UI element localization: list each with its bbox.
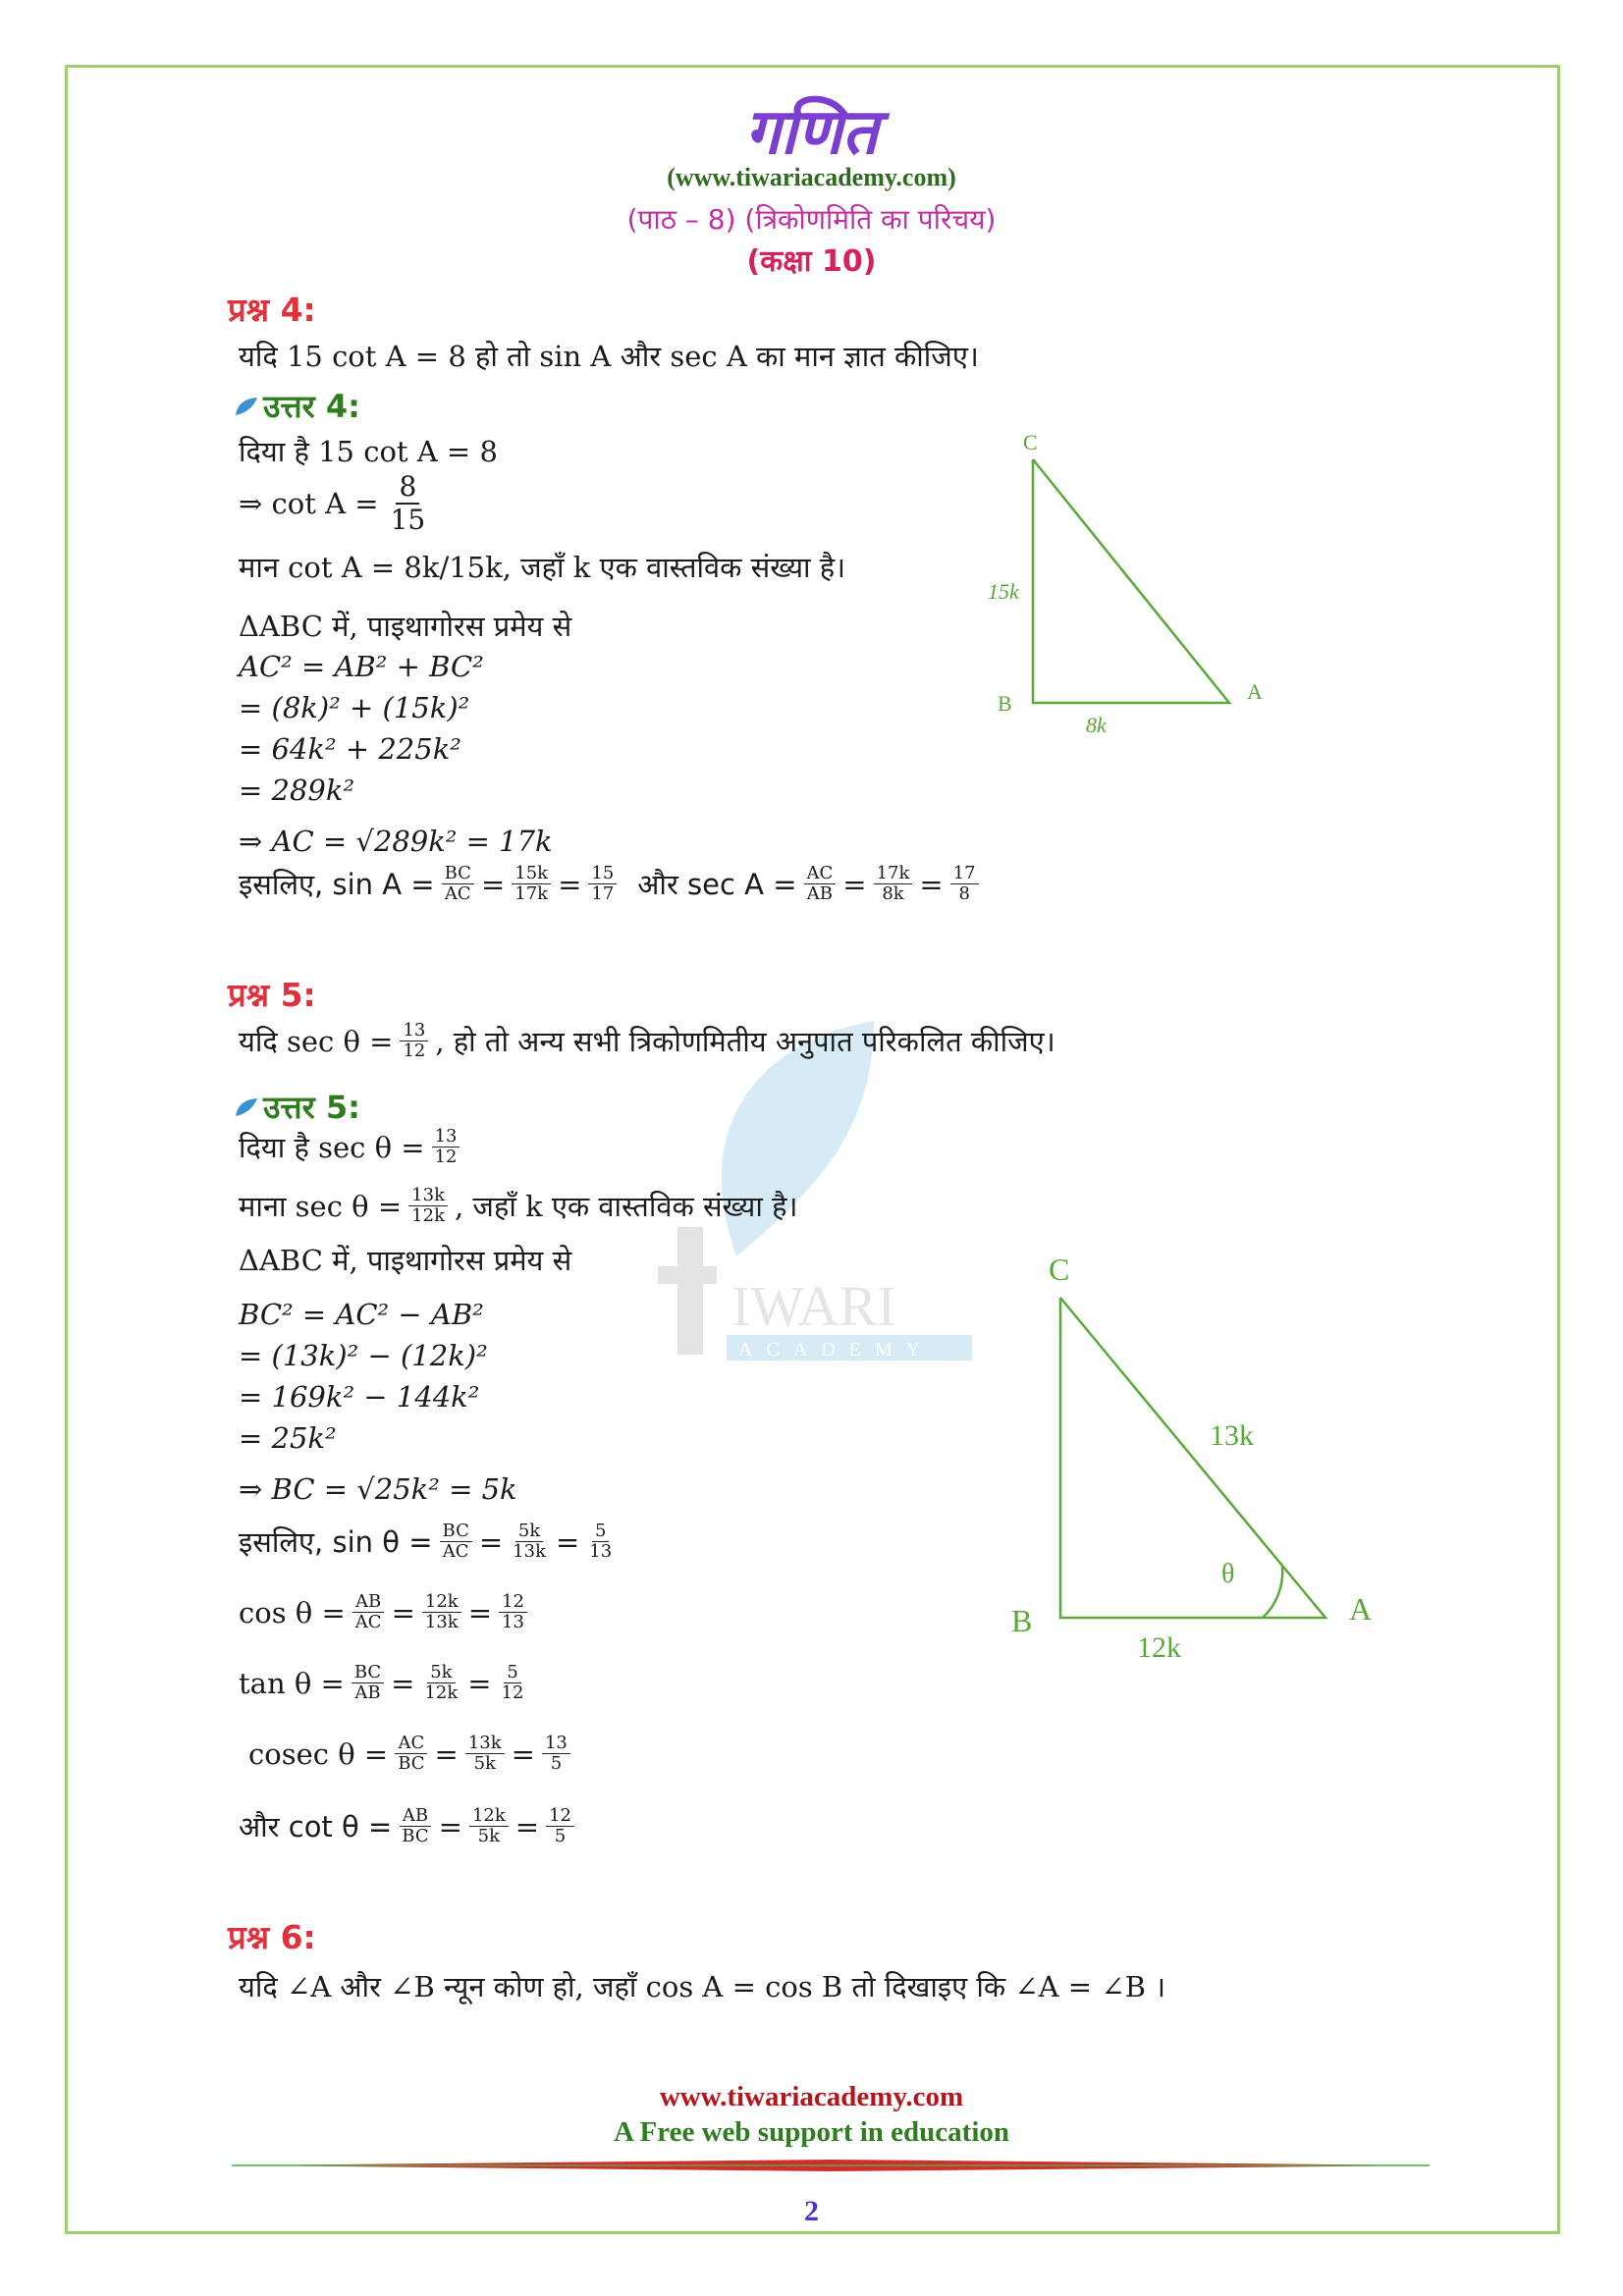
question-5-text: यदि sec θ = $\frac{13}{12}$ , हो तो अन्य सभी त्रिकोणमितीय अनुपात परिकलित कीजिए। — [239, 1020, 1055, 1061]
fraction: $\frac{8}{15}$ — [390, 470, 426, 536]
question-4-label: प्रश्न 4: — [228, 291, 316, 329]
q5-line-sin: इसलिए, sin θ = $\frac{BC}{AC}$ = 5k 13k = 5 13 — [239, 1521, 613, 1562]
answer-4-label — [232, 385, 360, 427]
answer-4-label-text: उत्तर 4: — [263, 388, 360, 425]
answer-5-label — [232, 1086, 360, 1128]
q4-line-cot: ⇒ cot A = $\frac{8}{15}$ — [239, 471, 431, 536]
side-ab-label: 12k — [1137, 1631, 1181, 1664]
watermark-sub: ACADEMY — [738, 1339, 935, 1361]
q5-line-pyth: ΔABC में, पाइथागोरस प्रमेय से — [239, 1244, 572, 1277]
triangle-q4-diagram — [982, 422, 1296, 746]
triangle-q5-shape — [1060, 1298, 1325, 1618]
q5-line-eq4: = 25k² — [239, 1421, 337, 1455]
side-ac-label: 13k — [1210, 1419, 1254, 1452]
chapter-title: (पाठ – 8) (त्रिकोणमिति का परिचय) — [626, 203, 997, 236]
leaf-icon — [232, 396, 259, 417]
question-6-text: यदि ∠A और ∠B न्यून कोण हो, जहाँ cos A = cos B तो दिखाइए कि ∠A = ∠B । — [239, 1970, 1166, 2003]
q5-line-eq2: = (13k)² − (12k)² — [239, 1339, 488, 1372]
q4-line-pyth: ΔABC में, पाइथागोरस प्रमेय से — [239, 610, 572, 643]
angle-arc — [1263, 1567, 1282, 1618]
page-number: 2 — [804, 2195, 819, 2227]
q5-line-eq1: BC² = AC² − AB² — [239, 1298, 484, 1331]
header-site-link[interactable]: (www.tiwariacademy.com) — [667, 163, 956, 191]
t-bar — [658, 1266, 717, 1284]
vertex-b: B — [1011, 1603, 1033, 1638]
footer-tagline: A Free web support in education — [613, 2116, 1010, 2148]
leaf-icon — [232, 1096, 259, 1118]
answer-5-label-text: उत्तर 5: — [263, 1089, 360, 1126]
triangle-q4-shape — [1033, 459, 1229, 703]
q5-line-tan: tan θ = $\frac{BC}{AB}$ = 5k 12k = 5 12 — [239, 1662, 524, 1703]
angle-theta-label: θ — [1221, 1559, 1235, 1589]
q5-line-bc: ⇒ BC = √25k² = 5k — [239, 1472, 517, 1506]
vertex-a: A — [1247, 679, 1263, 704]
q5-line-cos: cos θ = $\frac{AB}{AC}$ = 12k 13k = 12 13 — [239, 1592, 530, 1632]
side-ab-label: 8k — [1086, 713, 1107, 737]
vertex-b: B — [998, 691, 1012, 716]
q4-line-final: इसलिए, sin A = $\frac{BC}{AC}$ = 15k 17k = 15 17 और sec A = $\frac{AC}{AB}$ = 17k 8k = 17 8 — [239, 864, 982, 904]
q5-line-cot: और cot θ = $\frac{AB}{BC}$ = 12k 5k = 12 5 — [239, 1806, 577, 1846]
vertex-a: A — [1349, 1591, 1373, 1627]
q4-line-eq3: = 64k² + 225k² — [239, 732, 461, 766]
page-title: गणित — [744, 96, 879, 169]
t-stem — [677, 1227, 703, 1355]
vertex-c: C — [1049, 1252, 1070, 1287]
q4-line-given: दिया है 15 cot A = 8 — [239, 435, 498, 468]
question-4-text: यदि 15 cot A = 8 हो तो sin A और sec A का मान ज्ञात कीजिए। — [239, 340, 979, 373]
q4-line-eq1: AC² = AB² + BC² — [239, 650, 484, 683]
q4-line-eq4: = 289k² — [239, 774, 355, 807]
footer-divider — [232, 2160, 1430, 2171]
class-label: (कक्षा 10) — [746, 244, 877, 279]
footer-site-link[interactable]: www.tiwariacademy.com — [659, 2081, 964, 2112]
side-bc-label: 15k — [988, 579, 1019, 604]
q5-line-eq3: = 169k² − 144k² — [239, 1380, 480, 1414]
watermark-brand: IWARI — [731, 1274, 896, 1338]
q5-line-given: दिया है sec θ = $\frac{13}{12}$ — [239, 1127, 462, 1167]
question-6-label: प्रश्न 6: — [228, 1918, 316, 1956]
q4-line-assume: मान cot A = 8k/15k, जहाँ k एक वास्तविक संख्या है। — [239, 551, 846, 584]
q4-line-ac: ⇒ AC = √289k² = 17k — [239, 825, 553, 858]
vertex-c: C — [1023, 430, 1038, 454]
q4-line-eq2: = (8k)² + (15k)² — [239, 691, 470, 724]
triangle-q5-diagram — [992, 1237, 1404, 1679]
q5-line-assume: माना sec θ = $\frac{13k}{12k}$ , जहाँ k एक वास्तविक संख्या है। — [239, 1185, 798, 1226]
q5-line-cosec: cosec θ = $\frac{AC}{BC}$ = 13k 5k = 13 5 — [248, 1734, 573, 1774]
question-5-label: प्रश्न 5: — [228, 976, 316, 1014]
